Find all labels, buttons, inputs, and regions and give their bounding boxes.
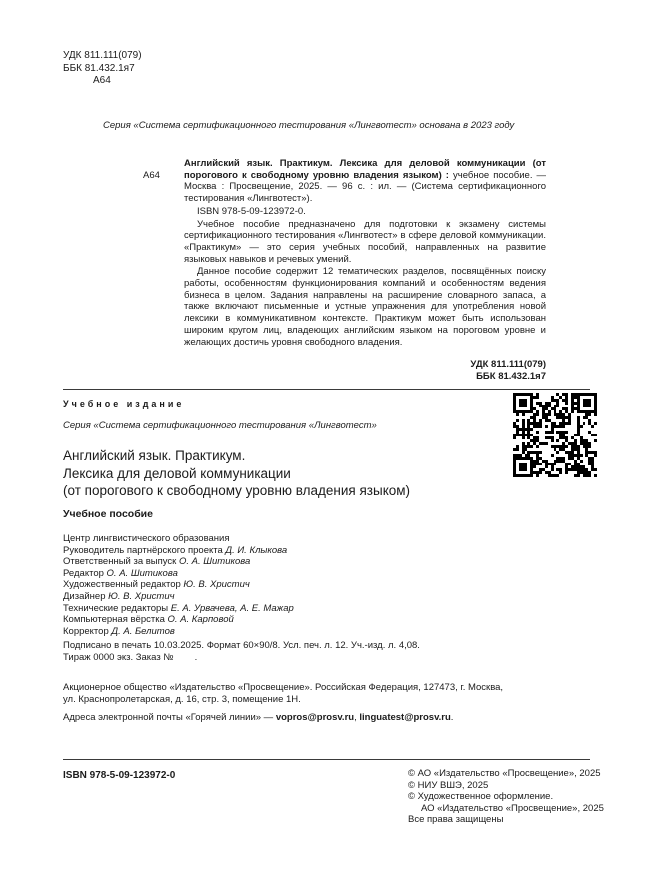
print-info: [63, 640, 420, 663]
email-suffix: .: [450, 712, 454, 723]
credit-role: Редактор: [63, 567, 104, 579]
annotation-paragraph-2: Данное пособие содержит 12 тематических разделов, посвящённых поиску работы, особенностям функционирования компаний и особенностям ведения бизнеса в целом. Задания направлены на расширение словарного запаса, а также включают письменные и устные упражнения для употребления новой лексики в коммуникативном контексте. Практикум может быть использован широким кругом лиц, владеющих английским языком на пороговом уровне и желающих достичь уровня свободного владения.: [184, 266, 546, 348]
print-info-line-1: Подписано в печать 10.03.2025. Формат 60×90/8. Усл. печ. л. 12. Уч.-изд. л. 4,08.: [63, 640, 420, 651]
udk-code: УДК 811.111(079): [63, 50, 142, 61]
isbn-bottom: ISBN 978-5-09-123972-0: [63, 770, 176, 781]
hotline-emails: [63, 712, 453, 724]
bbk-right: ББК 81.432.1я7: [476, 371, 546, 383]
bib-description: учебное пособие. — Москва : Просвещение, 2025. — 96 с. : ил. — (Система сертификационного тестирования «Лингвотест»).: [184, 169, 547, 205]
publisher-address-line-1: Акционерное общество «Издательство «Просвещение». Российская Федерация, 127473, г. Москва,: [63, 682, 504, 693]
series-foundation-note: Серия «Система сертификационного тестирования «Лингвотест» основана в 2023 году: [103, 120, 515, 131]
publisher-address: [63, 682, 503, 705]
email-address-2: linguatest@prosv.ru: [359, 712, 451, 723]
annotation-paragraph-1: Учебное пособие предназначено для подготовки к экзамену системы сертификационного тестирования «Лингвотест» в сфере деловой коммуникации. «Практикум» — это серия учебных пособий, направленных на развитие языковых навыков и речевых умений.: [184, 218, 546, 265]
credit-role: Компьютерная вёрстка: [63, 614, 165, 626]
copyright-block: [408, 768, 604, 826]
email-prefix: Адреса электронной почты «Горячей линии» —: [63, 712, 276, 723]
credits-center: Центр лингвистического образования: [63, 533, 230, 544]
annotation-sign: А64: [143, 170, 160, 181]
section-divider: [63, 389, 590, 390]
credit-names: Ю. В. Христич: [108, 590, 175, 602]
edition-label: Учебное издание: [63, 399, 185, 409]
credit-role: Руководитель партнёрского проекта: [63, 544, 223, 556]
copyright-line: © АО «Издательство «Просвещение», 2025: [408, 768, 601, 779]
bib-title: Английский язык. Практикум. Лексика для деловой коммуникации (от порогового к свободному уровню владения языком) :: [184, 158, 546, 181]
annotation-block: [143, 158, 546, 383]
credit-line: [63, 579, 294, 591]
udk-right: УДК 811.111(079): [470, 359, 546, 371]
copyright-line: Все права защищены: [408, 814, 504, 826]
bbk-code: ББК 81.432.1я7: [63, 62, 135, 74]
credit-line: [63, 556, 294, 568]
credit-names: Е. А. Урвачева, А. Е. Мажар: [170, 602, 294, 614]
publisher-address-line-2: ул. Краснопролетарская, д. 16, стр. 3, помещение 1Н.: [63, 693, 301, 705]
udk-bbk-right: [184, 359, 546, 383]
credit-line: [63, 603, 294, 615]
copyright-line: АО «Издательство «Просвещение», 2025: [421, 802, 604, 814]
book-title-line-1: Английский язык. Практикум.: [63, 448, 246, 463]
credit-role: Ответственный за выпуск: [63, 556, 177, 568]
print-info-line-2: Тираж 0000 экз. Заказ № .: [63, 651, 198, 663]
credit-line: [63, 614, 294, 626]
book-subtitle: Учебное пособие: [63, 508, 153, 520]
top-codes: [63, 50, 142, 88]
credits-block: [63, 533, 294, 637]
qr-code: [513, 393, 597, 477]
book-title-line-3: (от порогового к свободному уровню владения языком): [63, 483, 411, 498]
bottom-divider: [63, 759, 590, 760]
credit-role: Художественный редактор: [63, 579, 181, 591]
credit-line: [63, 591, 294, 603]
book-title: [63, 447, 410, 500]
credit-line: [63, 568, 294, 580]
credit-names: Ю. В. Христич: [183, 579, 250, 591]
credit-line: [63, 545, 294, 557]
email-address-1: vopros@prosv.ru: [275, 712, 355, 723]
credit-names: О. А. Шитикова: [178, 556, 251, 568]
email-separator: ,: [354, 712, 360, 723]
author-sign: А64: [93, 75, 111, 86]
credit-line: [63, 626, 294, 638]
credit-names: Д. И. Клыкова: [225, 544, 288, 556]
credit-role: Корректор: [63, 625, 109, 637]
bibliographic-entry: [184, 158, 546, 205]
credit-role: Дизайнер: [63, 590, 106, 602]
credit-names: О. А. Карповой: [167, 614, 234, 626]
book-title-line-2: Лексика для деловой коммуникации: [63, 465, 291, 481]
series-line: Серия «Система сертификационного тестирования «Лингвотест»: [63, 420, 377, 431]
credit-names: О. А. Шитикова: [106, 567, 178, 579]
isbn-line: ISBN 978-5-09-123972-0.: [197, 205, 306, 217]
copyright-line: © НИУ ВШЭ, 2025: [408, 779, 489, 791]
credit-role: Технические редакторы: [63, 602, 169, 614]
credit-names: Д. А. Белитов: [111, 625, 175, 637]
copyright-line: © Художественное оформление.: [408, 791, 554, 803]
